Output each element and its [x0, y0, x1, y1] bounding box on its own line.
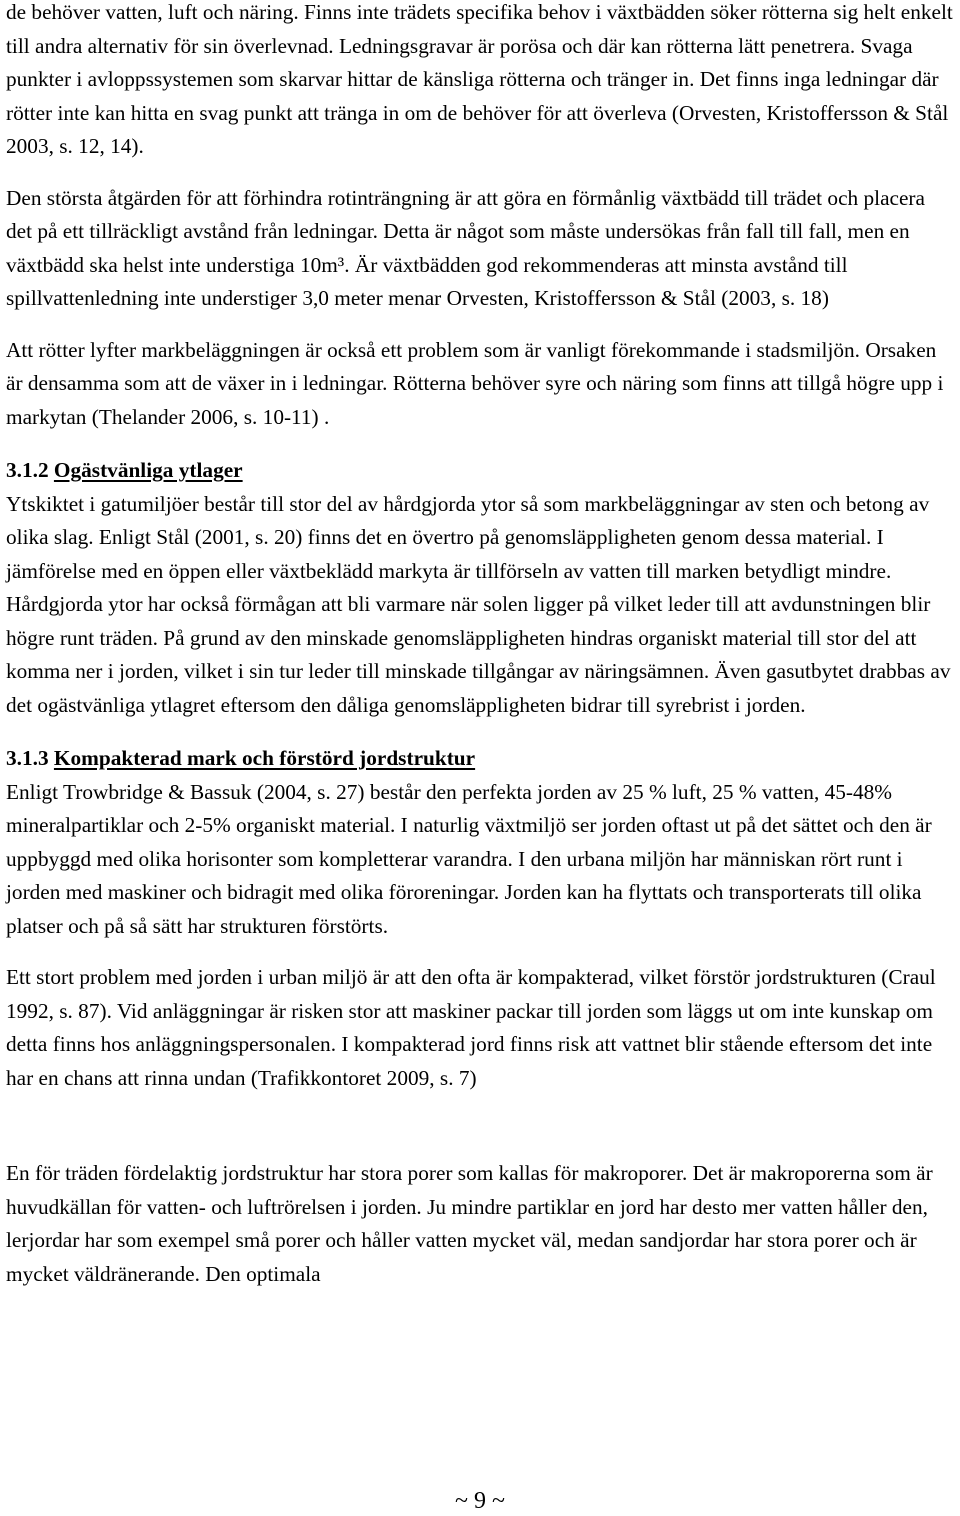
paragraph-roots-needs: de behöver vatten, luft och näring. Finns inte trädets specifika behov i växtbädden söker rötterna sig helt enkelt till andra alternativ för sin överlevnad. Ledningsgravar är porösa och där kan rötterna lätt penetrera. Svaga punkter i avloppssystemen som skarvar hittar de känsliga rötterna och tränger in. Det finns inga ledningar där rötter inte kan hitta en svag punkt att tränga in om de behöver för att överleva (Orvesten, Kristoffersson & Stål 2003, s. 12, 14).	[6, 0, 953, 158]
section-title: Kompakterad mark och förstörd jordstruktur	[53, 746, 476, 770]
paragraph-compaction-problem: Ett stort problem med jorden i urban miljö är att den ofta är kompakterad, vilket förstör jordstrukturen (Craul 1992, s. 87). Vid anläggningar är risken stor att maskiner packar till jorden som läggs ut om inte kunskap om detta finns hos anläggningspersonalen. I kompakterad jord finns risk att vattnet blir stående eftersom det inte har en chans att rinna undan (Trafikkontoret 2009, s. 7)	[6, 965, 936, 1090]
section-heading-compacted-soil	[6, 742, 956, 776]
paragraph-hard-surfaces: Ytskiktet i gatumiljöer består till stor del av hårdgjorda ytor så som markbeläggningar av sten och betong av olika slag. Enligt Stål (2001, s. 20) finns det en övertro på genomsläppligheten genom dessa material. I jämförelse med en öppen eller växtbeklädd markyta är tillförseln av vatten till marken betydligt mindre. Hårdgjorda ytor har också förmågan att bli varmare när solen ligger på vilket leder till att avdunstningen blir högre runt träden. På grund av den minskade genomsläppligheten hindras organiskt material till stor del att komma ner i jorden, vilket i sin tur leder till minskade tillgångar av näringsämnen. Även gasutbytet drabbas av det ogästvänliga ytlagret eftersom den dåliga genomsläppligheten bidrar till syrebrist i jorden.	[6, 491, 951, 717]
paragraph-macropores: En för träden fördelaktig jordstruktur har stora porer som kallas för makroporer. Det är makroporerna som är huvudkällan för vatten- och luftrörelsen i jorden. Ju mindre partiklar en jord har desto mer vatten håller den, lerjordar har som exempel små porer och håller vatten mycket väl, medan sandjordar har stora porer och är mycket väldränerande. Den optimala	[6, 1161, 933, 1286]
section-title: Ogästvänliga ytlager	[53, 458, 243, 482]
paragraph-root-prevention: Den största åtgärden för att förhindra rotinträngning är att göra en förmånlig växtbädd till trädet och placera det på ett tillräckligt avstånd från ledningar. Detta är något som måste undersökas från fall till fall, men en växtbädd ska helst inte understiga 10m³. Är växtbädden god rekommenderas att minsta avstånd till spillvattenledning inte understiger 3,0 meter menar Orvesten, Kristoffersson & Stål (2003, s. 18)	[6, 185, 925, 310]
section-number: 3.1.2	[6, 458, 49, 482]
document-page	[6, 0, 956, 1291]
section-number: 3.1.3	[6, 746, 49, 770]
paragraph-perfect-soil: Enligt Trowbridge & Bassuk (2004, s. 27) består den perfekta jorden av 25 % luft, 25 % vatten, 45-48% mineralpartiklar och 2-5% organiskt material. I naturlig växtmiljö ser jorden oftast ut på det sättet och den är uppbyggd med olika horisonter som kompletterar varandra. I den urbana miljön har människan rört runt i jorden med maskiner och bidragit med olika föroreningar. Jorden kan ha flyttats och transporterats till olika platser och på så sätt har strukturen förstörts.	[6, 779, 932, 938]
paragraph-root-lifting: Att rötter lyfter markbeläggningen är också ett problem som är vanligt förekommande i stadsmiljön. Orsaken är densamma som att de växer in i ledningar. Rötterna behöver syre och näring som finns att tillgå högre upp i markytan (Thelander 2006, s. 10-11) .	[6, 337, 944, 429]
page-number: ~ 9 ~	[455, 1488, 505, 1514]
section-heading-inhospitable-surface	[6, 454, 956, 488]
